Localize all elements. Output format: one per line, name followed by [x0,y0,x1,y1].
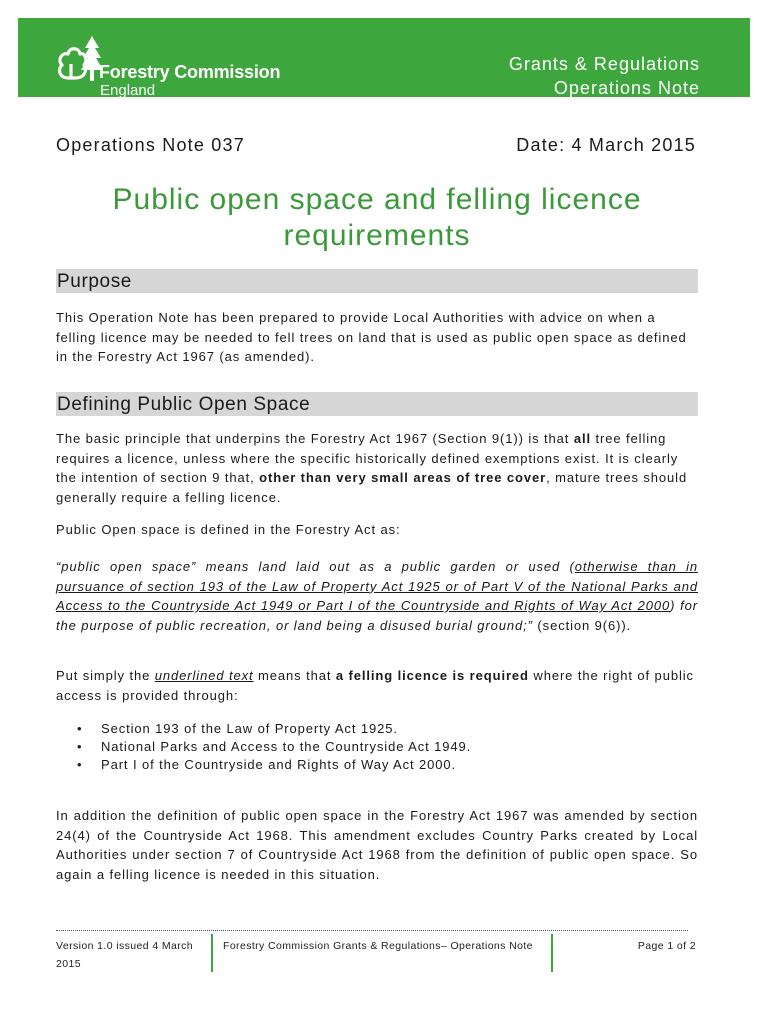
footer-center: Forestry Commission Grants & Regulations– Operations Note [223,940,533,952]
section-heading-defining [56,392,698,416]
page-title [56,182,698,254]
section-heading-purpose [56,269,698,293]
series-title [509,52,700,100]
note-date: Date: 4 March 2015 [516,135,696,155]
org-region: England [100,82,156,99]
footer-divider-left [211,934,213,972]
note-number: Operations Note 037 [56,135,245,155]
definition-intro: Public Open space is defined in the Forestry Act as: [56,522,401,537]
quote-underlined: otherwise than in pursuance of section 193 of the Law of Property Act 1925 or of Part V of the National Parks and Access to the Countryside Act 1949 or Part I of the Countryside and Rights of Way Act 2000 [56,559,698,613]
footer-version: Version 1.0 issued 4 March [56,940,194,952]
footer-rule [56,930,688,931]
quote-text-1: “public open space” means land laid out as a public garden or used ( [56,559,575,574]
put-simply-bold: a felling licence is required [335,668,529,683]
quote-citation: (section 9(6)). [532,617,632,633]
put-simply-paragraph [56,666,698,705]
title-line-1: Public open space and felling licence [112,183,642,216]
principle-text-2: tree felling requires a licence, unless where the specific historically defined exemptions exist. It is clearly the intention of section 9 that, [56,431,679,485]
amendment-paragraph: In addition the definition of public open space in the Forestry Act 1967 was amended by section 24(4) of the Countryside Act 1968. This amendment excludes Country Parks created by Local Authorities under section 7 of Countryside Act 1968 from the definition of public open space. So again a felling licence is needed in this situation. [56,808,698,882]
header-banner [18,18,750,97]
org-name: Forestry Commission [99,62,281,82]
put-simply-text-1: Put simply the [56,668,155,683]
series-line-2: Operations Note [553,78,700,98]
list-item: • National Parks and Access to the Countryside Act 1949. [77,738,471,756]
title-line-2: requirements [283,219,471,252]
footer-divider-right [551,934,553,972]
list-item: • Section 193 of the Law of Property Act 1925. [77,720,471,738]
principle-paragraph [56,429,698,507]
purpose-paragraph: This Operation Note has been prepared to provide Local Authorities with advice on when a felling licence may be needed to fell trees on land that is used as public open space as defined in the Forestry Act 1967 (as amended). [56,310,687,364]
defining-heading: Defining Public Open Space [57,394,311,415]
principle-bold-all: all [573,431,591,446]
principle-bold-small-areas: other than very small areas of tree cover [259,470,547,485]
series-line-1: Grants & Regulations [508,54,700,74]
purpose-heading: Purpose [57,271,132,292]
list-item: • Part I of the Countryside and Rights of Way Act 2000. [77,756,471,774]
put-simply-text-2: means that [253,668,336,683]
principle-text-3: , mature trees should generally require a felling licence. [56,470,688,505]
access-list [77,720,471,774]
put-simply-underlined: underlined text [154,668,254,683]
footer-version-year: 2015 [56,958,81,970]
put-simply-text-3: where the right of public access is provided through: [56,668,694,703]
quote-text-2: ) for the purpose of public recreation, or land being a disused burial ground;” [56,598,698,633]
footer-page-number: Page 1 of 2 [637,940,696,952]
definition-quote [56,557,698,635]
principle-text-1: The basic principle that underpins the Forestry Act 1967 (Section 9(1)) is that [56,431,574,446]
